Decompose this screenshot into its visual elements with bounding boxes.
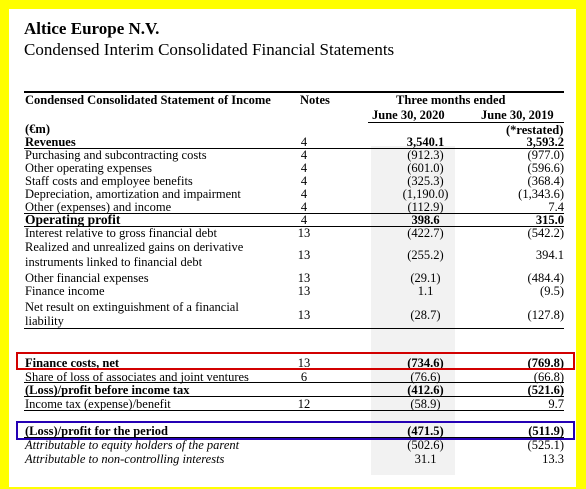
row-value-2019: 315.0 bbox=[535, 213, 564, 227]
row-value-2019: (484.4) bbox=[527, 271, 564, 285]
row-value-2020: (29.1) bbox=[410, 271, 441, 285]
row-label: Revenues bbox=[25, 135, 76, 149]
table-row bbox=[24, 398, 564, 411]
row-value-2020: (601.0) bbox=[407, 161, 444, 175]
table-row bbox=[24, 175, 564, 187]
row-value-2019: 13.3 bbox=[542, 452, 564, 466]
row-value-2019: (9.5) bbox=[540, 284, 564, 298]
period-header: Three months ended bbox=[396, 93, 506, 107]
row-value-2020: (734.6) bbox=[407, 356, 444, 370]
document-subtitle: Condensed Interim Consolidated Financial Statements bbox=[24, 40, 395, 59]
table-row bbox=[24, 149, 564, 161]
row-note: 4 bbox=[300, 187, 308, 201]
row-value-2020: (58.9) bbox=[410, 397, 441, 411]
table-row bbox=[24, 162, 564, 174]
row-label: Income tax (expense)/benefit bbox=[25, 397, 171, 411]
row-note: 6 bbox=[300, 370, 308, 384]
row-label: Attributable to non-controlling interests bbox=[25, 452, 225, 466]
row-value-2020: (255.2) bbox=[407, 248, 444, 262]
table-row bbox=[24, 241, 564, 269]
table-row bbox=[24, 285, 564, 297]
row-value-2020: (502.6) bbox=[407, 438, 444, 452]
row-label: Share of loss of associates and joint ventures bbox=[25, 370, 249, 384]
row-value-2019: (977.0) bbox=[527, 148, 564, 162]
row-label: Depreciation, amortization and impairment bbox=[25, 187, 241, 201]
row-label-line1: Realized and unrealized gains on derivative bbox=[25, 240, 244, 254]
finance-costs-2019-value-box bbox=[519, 354, 559, 368]
row-value-2019: 7.4 bbox=[548, 200, 564, 214]
row-value-2019: (1,343.6) bbox=[518, 187, 564, 201]
row-value-2019: (127.8) bbox=[527, 308, 564, 322]
row-label-line1: Net result on extinguishment of a financial bbox=[25, 300, 239, 314]
unit-row bbox=[24, 123, 564, 135]
table-row-finance-costs bbox=[24, 357, 564, 370]
column-header-2019: June 30, 2019 bbox=[481, 108, 554, 122]
row-value-2020: 31.1 bbox=[414, 452, 437, 466]
column-header-2020: June 30, 2020 bbox=[372, 108, 445, 122]
row-value-2020: (412.6) bbox=[407, 383, 444, 397]
row-value-2019: (769.8) bbox=[527, 356, 564, 370]
row-value-2019: 394.1 bbox=[535, 248, 564, 262]
row-label: Attributable to equity holders of the parent bbox=[25, 438, 240, 452]
row-value-2019: 9.7 bbox=[548, 397, 564, 411]
row-note: 12 bbox=[297, 397, 311, 411]
row-label: Finance income bbox=[25, 284, 105, 298]
table-row bbox=[24, 188, 564, 200]
row-value-2019: (66.8) bbox=[533, 370, 564, 384]
row-label: Finance costs, net bbox=[25, 356, 120, 370]
row-value-2019: (525.1) bbox=[527, 438, 564, 452]
row-value-2019: (511.9) bbox=[528, 424, 564, 438]
row-note: 4 bbox=[300, 161, 308, 175]
row-note: 13 bbox=[297, 356, 311, 370]
row-note: 13 bbox=[297, 308, 311, 322]
row-value-2019: (368.4) bbox=[527, 174, 564, 188]
row-note: 13 bbox=[297, 284, 311, 298]
table-title: Condensed Consolidated Statement of Income bbox=[25, 93, 271, 107]
unit-label: (€m) bbox=[25, 122, 50, 136]
row-label: Other (expenses) and income bbox=[25, 200, 172, 214]
row-note: 4 bbox=[300, 213, 308, 227]
table-row bbox=[24, 227, 564, 239]
row-label: Staff costs and employee benefits bbox=[25, 174, 193, 188]
row-label: Purchasing and subcontracting costs bbox=[25, 148, 207, 162]
row-value-2019: 3,593.2 bbox=[526, 135, 564, 149]
row-value-2019: (521.6) bbox=[527, 383, 564, 397]
notes-header: Notes bbox=[300, 93, 330, 107]
row-value-2020: (112.9) bbox=[407, 200, 444, 214]
table-row-loss-before-tax bbox=[24, 384, 564, 397]
row-value-2020: 1.1 bbox=[417, 284, 434, 298]
row-note: 4 bbox=[300, 148, 308, 162]
row-label: Interest relative to gross financial debt bbox=[25, 226, 217, 240]
row-note: 4 bbox=[300, 174, 308, 188]
row-value-2020: 3,540.1 bbox=[406, 135, 445, 149]
table-row-loss-for-period bbox=[24, 425, 564, 438]
row-value-2020: (28.7) bbox=[410, 308, 441, 322]
row-note: 13 bbox=[297, 271, 311, 285]
row-note: 4 bbox=[300, 135, 308, 149]
row-label: (Loss)/profit before income tax bbox=[25, 383, 190, 397]
row-label-line2: instruments linked to financial debt bbox=[25, 255, 203, 269]
row-value-2020: (471.5) bbox=[407, 424, 444, 438]
row-value-2020: (912.3) bbox=[407, 148, 444, 162]
row-label: Other financial expenses bbox=[25, 271, 149, 285]
company-name: Altice Europe N.V. bbox=[24, 19, 160, 38]
row-note: 13 bbox=[297, 226, 311, 240]
table-row bbox=[24, 272, 564, 284]
restated-label: (*restated) bbox=[506, 123, 564, 137]
table-row bbox=[24, 301, 564, 329]
row-label: Operating profit bbox=[25, 212, 121, 227]
table-row bbox=[24, 439, 564, 451]
row-note: 13 bbox=[297, 248, 311, 262]
document-page bbox=[9, 9, 576, 487]
table-row bbox=[24, 453, 564, 465]
row-value-2020: (325.3) bbox=[407, 174, 444, 188]
table-row bbox=[24, 371, 564, 383]
row-label: Other operating expenses bbox=[25, 161, 153, 175]
row-value-2019: (596.6) bbox=[527, 161, 564, 175]
row-value-2020: (422.7) bbox=[407, 226, 444, 240]
row-value-2019: (542.2) bbox=[527, 226, 564, 240]
row-label-line2: liability bbox=[25, 314, 64, 328]
row-value-2020: (1,190.0) bbox=[402, 187, 449, 201]
row-label: (Loss)/profit for the period bbox=[25, 424, 168, 438]
row-note: 4 bbox=[300, 200, 308, 214]
row-value-2020: 398.6 bbox=[411, 213, 440, 227]
row-value-2020: (76.6) bbox=[410, 370, 441, 384]
